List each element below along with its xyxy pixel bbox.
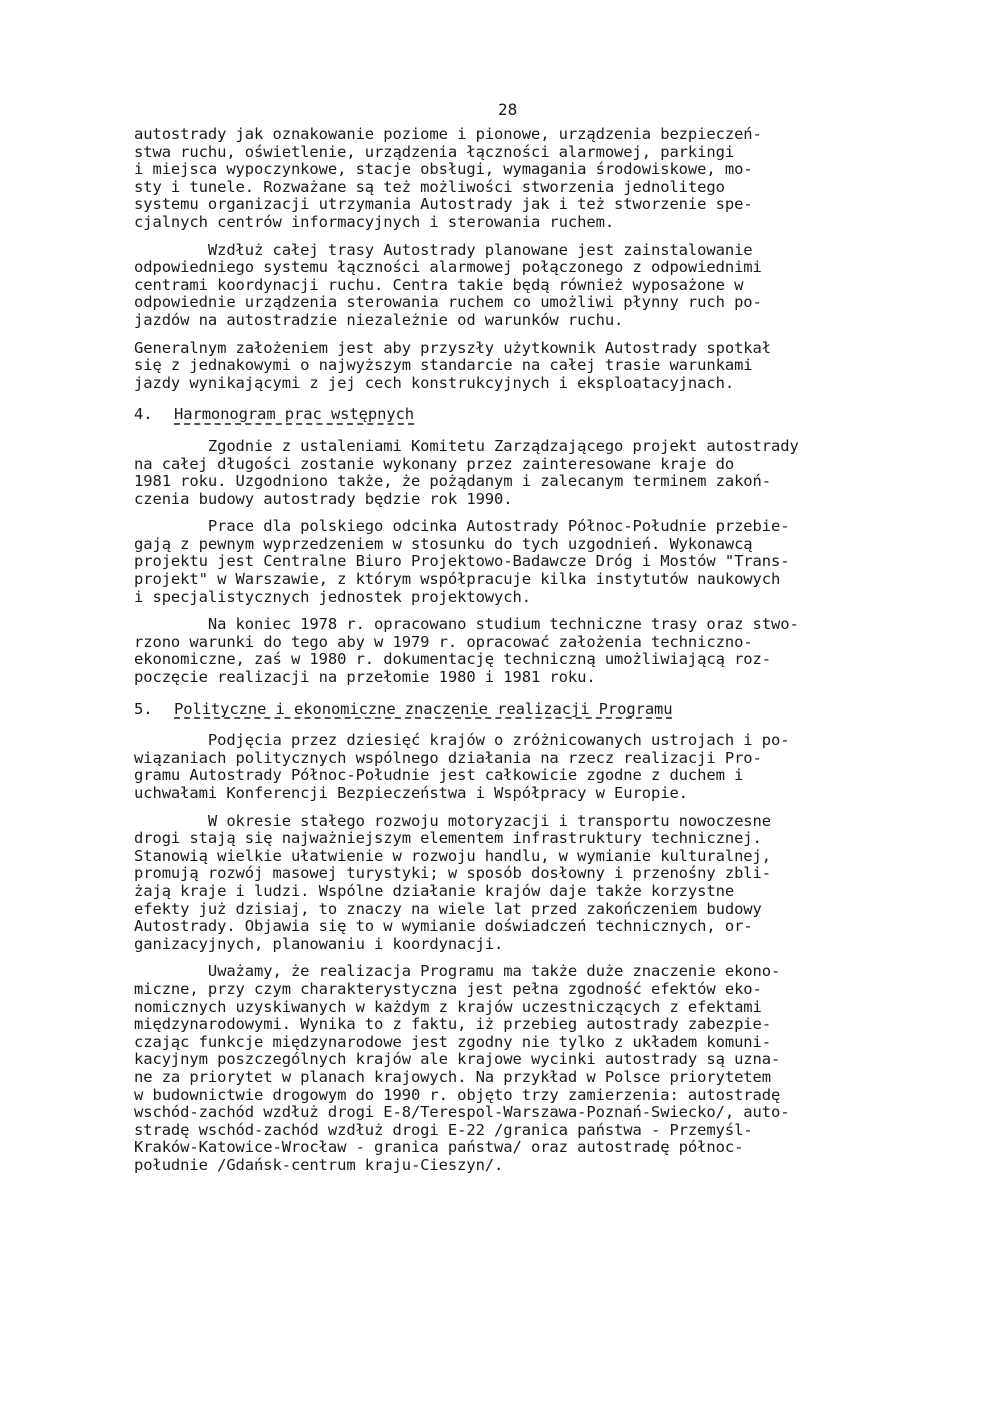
section-4-heading [134,406,874,424]
text-line: żają kraje i ludzi. Wspólne działanie krajów daje także korzystne [134,881,735,900]
text-line: stwa ruchu, oświetlenie, urządzenia łączności alarmowej, parkingi [134,142,735,161]
text-line: poczęcie realizacji na przełomie 1980 i 1981 roku. [134,668,596,687]
text-line: promują rozwój masowej turystyki; w sposób dosłowny i przenośny zbli- [134,864,771,883]
text-line: Autostrady. Objawia się to w wymianie doświadczeń technicznych, or- [134,917,753,936]
text-line: ganizacyjnych, planowaniu i koordynacji. [134,934,504,953]
text-line: ne za priorytet w planach krajowych. Na przykład w Polsce priorytetem [134,1067,771,1086]
text-line: Prace dla polskiego odcinka Autostrady Północ-Południe przebie- [134,517,790,536]
text-line: się z jednakowymi o najwyższym standarcie na całej trasie warunkami [134,356,753,375]
text-line: sty i tunele. Rozważane są też możliwości stworzenia jednolitego [134,177,725,196]
section-title: Polityczne i ekonomiczne znaczenie realizacji Programu [174,699,673,718]
paragraph-general-assumption [134,340,874,393]
text-line: w budownictwie drogowym do 1990 r. objęto trzy zamierzenia: autostradę [134,1085,781,1104]
page-number: 28 [498,100,518,119]
paragraph-ten-countries [134,732,874,802]
text-line: efekty już dzisiaj, to znaczy na wiele lat przed zakończeniem budowy [134,899,762,918]
paragraph-polish-section [134,518,874,606]
text-line: i specjalistycznych jednostek projektowych. [134,587,531,606]
text-line: Zgodnie z ustaleniami Komitetu Zarządzającego projekt autostrady [134,436,799,455]
text-line: projektu jest Centralne Biuro Projektowo-Badawcze Dróg i Mostów "Trans- [134,552,790,571]
text-line: wiązaniach politycznych wspólnego działania na rzecz realizacji Pro- [134,748,762,767]
text-line: miczne, przy czym charakterystyczna jest pełna zgodność efektów eko- [134,979,762,998]
text-line: kacyjnym poszczególnych krajów ale krajowe wycinki autostrady są uzna- [134,1050,781,1069]
text-line: autostrady jak oznakowanie poziome i pionowe, urządzenia bezpieczeń- [134,125,762,143]
text-line: południe /Gdańsk-centrum kraju-Cieszyn/. [134,1155,504,1174]
page-content [134,126,874,1174]
text-line: Na koniec 1978 r. opracowano studium techniczne trasy oraz stwo- [134,615,799,634]
text-line: Wzdłuż całej trasy Autostrady planowane jest zainstalowanie [134,240,753,259]
paragraph-study-1978 [134,616,874,686]
text-line: ekonomiczne, zaś w 1980 r. dokumentację techniczną umożliwiającą roz- [134,650,771,669]
text-line: odpowiednie urządzenia sterowania ruchem co umożliwi płynny ruch po- [134,293,762,312]
text-line: czenia budowy autostrady będzie rok 1990. [134,489,513,508]
text-line: drogi stają się najważniejszym elementem infrastruktury technicznej. [134,829,762,848]
text-line: cjalnych centrów informacyjnych i sterowania ruchem. [134,212,615,231]
text-line: uchwałami Konferencji Bezpieczeństwa i Współpracy w Europie. [134,784,688,802]
text-line: nomicznych uzyskiwanych w każdym z krajów uczestniczących z efektami [134,997,762,1016]
text-line: i miejsca wypoczynkowe, stacje obsługi, wymagania środowiskowe, mo- [134,160,753,179]
text-line: wschód-zachód wzdłuż drogi E-8/Terespol-Warszawa-Poznań-Swiecko/, auto- [134,1103,790,1122]
text-line: Kraków-Katowice-Wrocław - granica państwa/ oraz autostradę północ- [134,1138,744,1157]
section-title: Harmonogram prac wstępnych [174,405,415,424]
text-line: jazdy wynikającymi z jej cech konstrukcyjnych i eksploatacyjnach. [134,373,735,392]
text-line: 1981 roku. Uzgodniono także, że pożądanym i zalecanym terminem zakoń- [134,472,771,491]
text-line: Generalnym założeniem jest aby przyszły użytkownik Autostrady spotkał [134,338,771,357]
text-line: stradę wschód-zachód wzdłuż drogi E-22 /granica państwa - Przemyśl- [134,1120,753,1139]
paragraph-committee-schedule [134,438,874,508]
text-line: gramu Autostrady Północ-Południe jest całkowicie zgodne z duchem i [134,766,744,785]
paragraph-alarm-system [134,242,874,330]
text-line: Uważamy, że realizacja Programu ma także duże znaczenie ekono- [134,962,781,981]
section-number: 4. [134,405,153,424]
paragraph-autostrada-equipment [134,126,874,232]
text-line: rzono warunki do tego aby w 1979 r. opracować założenia techniczno- [134,632,753,651]
text-line: projekt" w Warszawie, z którym współpracuje kilka instytutów naukowych [134,570,781,589]
text-line: jazdów na autostradzie niezależnie od warunków ruchu. [134,310,624,329]
paragraph-modern-roads [134,813,874,954]
text-line: na całej długości zostanie wykonany przez zainteresowane kraje do [134,454,735,473]
text-line: gają z pewnym wyprzedzeniem w stosunku do tych uzgodnień. Wykonawcą [134,534,753,553]
text-line: odpowiedniego systemu łączności alarmowej połączonego z odpowiednimi [134,258,762,277]
text-line: Podjęcia przez dziesięć krajów o zróżnicowanych ustrojach i po- [134,731,790,750]
section-5-heading [134,701,874,719]
section-number: 5. [134,699,153,718]
text-line: W okresie stałego rozwoju motoryzacji i transportu nowoczesne [134,811,771,830]
text-line: Stanowią wielkie ułatwienie w rozwoju handlu, w wymianie kulturalnej, [134,846,771,865]
paragraph-economic-significance [134,963,874,1174]
text-line: czając funkcje międzynarodowe jest zgodny nie tylko z układem komuni- [134,1032,771,1051]
text-line: centrami koordynacji ruchu. Centra takie będą również wyposażone w [134,275,744,294]
text-line: międzynarodowymi. Wynika to z faktu, iż przebieg autostrady zabezpie- [134,1015,771,1034]
text-line: systemu organizacji utrzymania Autostrady jak i też stworzenie spe- [134,195,753,214]
